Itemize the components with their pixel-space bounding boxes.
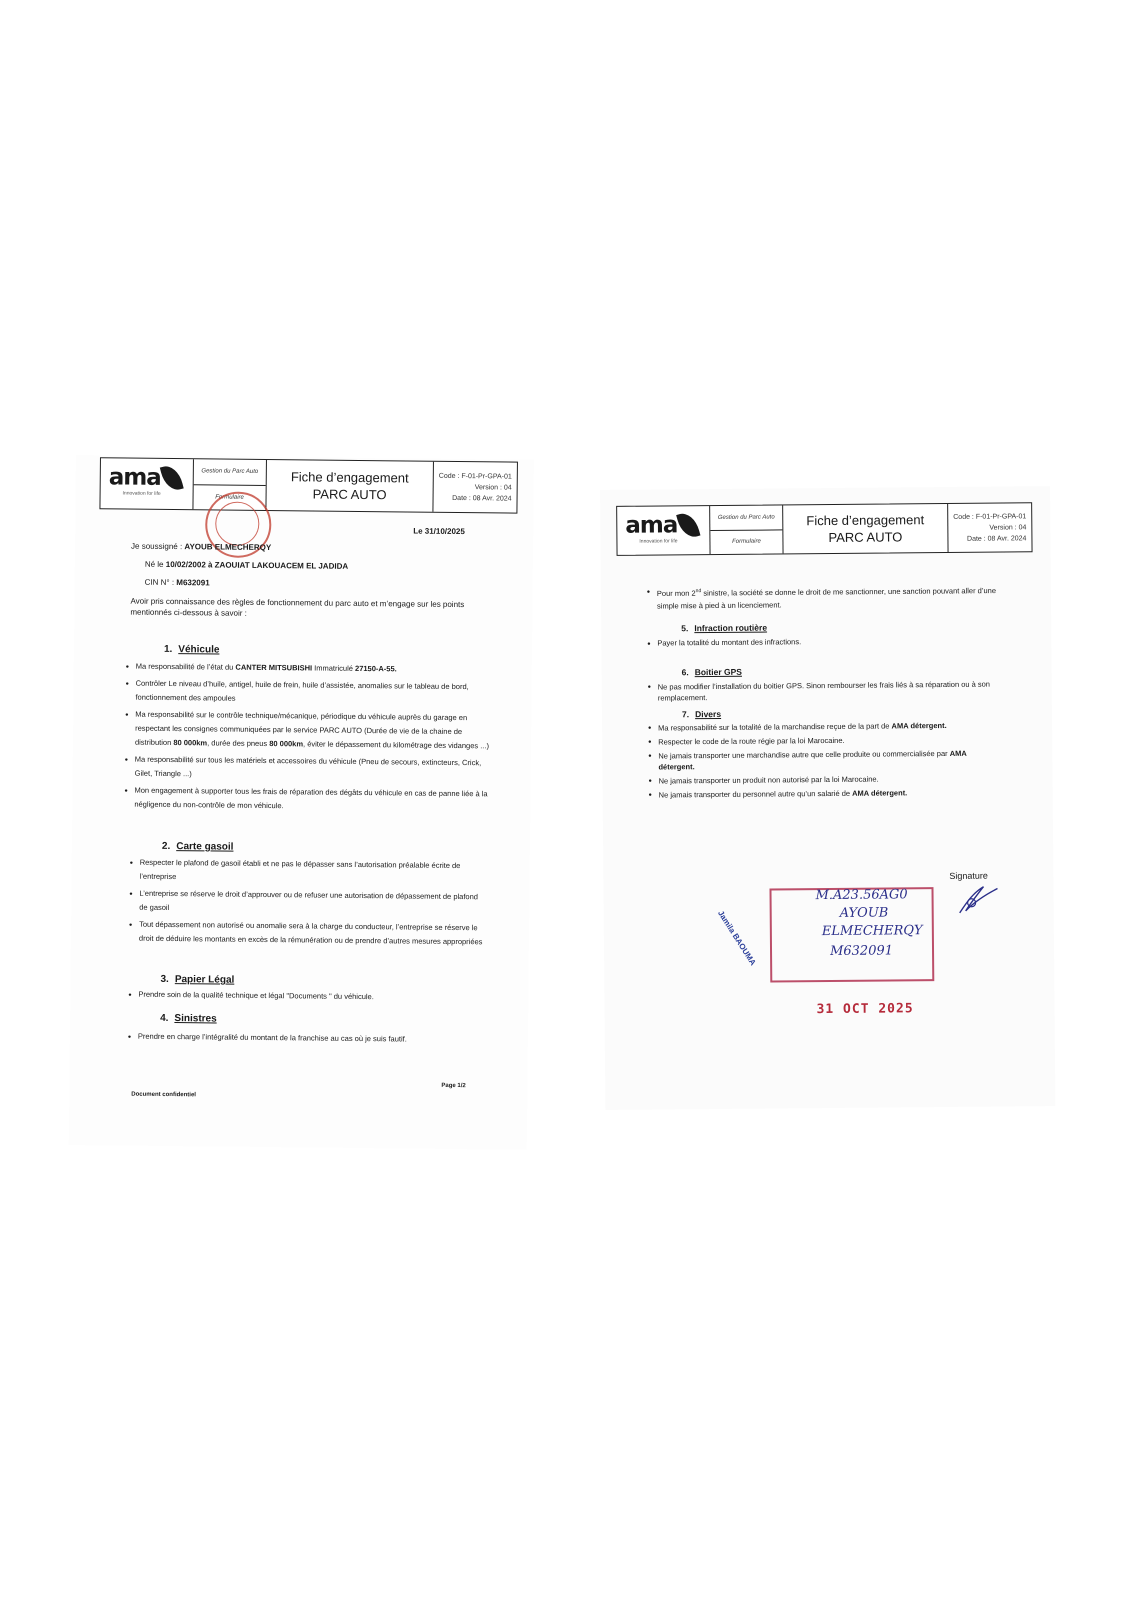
section-2-list xyxy=(127,856,488,953)
cin-label: CIN N° : xyxy=(144,577,177,588)
s7-b5-a: Ne jamais transporter du personnel autre qu’un salarié de xyxy=(658,788,853,800)
section-3-title: Papier Légal xyxy=(174,974,235,986)
vehicle-model: CANTER MITSUBISHI xyxy=(235,662,313,673)
list-item: • Mon engagement à supporter tous les frais de réparation des dégâts du véhicule en cas de panne liée à la négligence du non-contrôle de mon véhicule. xyxy=(122,784,492,816)
document-page-1 xyxy=(69,455,534,1150)
s1-b1-mid: Immatriculé xyxy=(312,663,356,673)
handwritten-firstname: AYOUB xyxy=(839,905,889,921)
leaf-icon xyxy=(676,510,700,540)
list-item xyxy=(124,660,494,678)
s1-b3-c: , éviter le dépassement du kilométrage des vidanges ...) xyxy=(303,739,490,751)
p-b1-sup: nd xyxy=(695,588,702,595)
signature-scribble xyxy=(955,883,1001,917)
list-item: • Ne jamais transporter un produit non autorisé par la loi Marocaine. xyxy=(646,773,1001,787)
section-6-title: Boitier GPS xyxy=(694,666,742,678)
section-7-heading xyxy=(682,709,721,719)
section-2-title: Carte gasoil xyxy=(176,841,234,853)
handwritten-cin: M632091 xyxy=(829,943,894,960)
s1-b3-a: Ma responsabilité sur le contrôle technique/mécanique, périodique du véhicule auprès du garage en respectant les consignes communiquées par le service PARC AUTO (Durée de vie de la chaine de distribution xyxy=(134,709,468,748)
section-2-heading xyxy=(162,841,234,853)
header-codes xyxy=(433,462,517,513)
section-6-number: 6. xyxy=(681,667,689,678)
birth-line xyxy=(145,558,348,574)
header-formulaire: Formulaire xyxy=(215,494,244,501)
document-header xyxy=(99,457,518,513)
leaf-icon xyxy=(160,463,184,493)
handwritten-lastname: ELMECHERQY xyxy=(821,923,923,940)
company-name: AMA détergent. xyxy=(658,748,967,772)
company-logo xyxy=(100,458,194,509)
logo-tagline: Innovation for life xyxy=(122,490,161,497)
date-line: Le 31/10/2025 xyxy=(413,526,465,537)
logo-text: ama xyxy=(108,464,161,491)
list-item: • Prendre soin de la qualité technique et légal "Documents " du véhicule. xyxy=(126,988,486,1006)
doc-version: Version : 04 xyxy=(989,523,1027,532)
cin-line xyxy=(145,576,210,591)
list-item xyxy=(647,787,1002,801)
footer-confidential: Document confidentiel xyxy=(131,1091,197,1099)
section-5-list xyxy=(645,634,1000,654)
doc-version: Version : 04 xyxy=(474,483,512,492)
list-item xyxy=(645,583,1000,613)
section-4-title: Sinistres xyxy=(174,1013,217,1025)
title-line-2: PARC AUTO xyxy=(828,529,903,546)
list-item: • Prendre en charge l’intégralité du montant de la franchise au cas où je suis fautif. xyxy=(126,1030,486,1048)
list-item: • L’entreprise se réserve le droit d’approuver ou de refuser une autorisation de dépassement de plafond de gasoil xyxy=(127,887,487,919)
tyre-km: 80 000km xyxy=(269,739,304,749)
cin-value: M632091 xyxy=(176,578,210,588)
title-line-1: Fiche d’engagement xyxy=(806,512,925,529)
p-b1-b: sinistre, la société se donne le droit de me sanctionner, une sanction pouvant aller d’une simple mise à pied à un licenciement. xyxy=(656,586,997,611)
doc-code: Code : F-01-Pr-GPA-01 xyxy=(953,512,1027,521)
birth-value: 10/02/2002 à ZAOUIAT LAKOUACEM EL JADIDA xyxy=(165,559,349,571)
title-line-2: PARC AUTO xyxy=(312,486,387,503)
header-title xyxy=(266,460,434,512)
section-5-title: Infraction routière xyxy=(694,622,768,634)
section-1-list xyxy=(122,660,494,819)
doc-date: Date : 08 Avr. 2024 xyxy=(452,494,512,503)
section-4-list xyxy=(126,1030,486,1051)
list-item: • Respecter le plafond de gasoil établi et ne pas le dépasser sans l’autorisation préalable écrite de l’entreprise xyxy=(128,856,488,888)
date-stamp: 31 OCT 2025 xyxy=(816,1001,914,1018)
header-formulaire: Formulaire xyxy=(732,538,761,546)
header-codes xyxy=(948,503,1031,552)
birth-label: Né le xyxy=(144,559,166,569)
list-item xyxy=(646,720,1001,734)
section-3-heading xyxy=(160,974,234,986)
header-gestion: Gestion du Parc Auto xyxy=(710,505,782,530)
list-item xyxy=(646,748,1001,773)
document-header xyxy=(616,502,1032,556)
intro-paragraph: Avoir pris connaissance des règles de fonctionnement du parc auto et m’engage sur les points mentionnés ci-dessous à savoir : xyxy=(130,596,465,618)
s7-b1-a: Ma responsabilité sur la totalité de la marchandise reçue de la part de xyxy=(658,721,892,733)
document-page-2 xyxy=(600,486,1055,1110)
stamp-side-text: Jamila BAOUMA xyxy=(716,908,758,968)
soussigne-line xyxy=(131,540,271,555)
list-item: • Contrôler Le niveau d’huile, antigel, huile de frein, huile d’assistée, anomalies sur le tableau de bord, fonctionnement des ampoules xyxy=(123,677,493,709)
vehicle-plate: 27150-A-55. xyxy=(354,663,397,674)
list-item: • Respecter le code de la route régie par la loi Marocaine. xyxy=(646,734,1001,748)
section-4-number: 4. xyxy=(160,1012,169,1024)
section-1-heading xyxy=(164,644,220,656)
s1-b3-b: , durée des pneus xyxy=(207,738,270,749)
logo-text: ama xyxy=(625,512,678,539)
section-7-list xyxy=(646,720,1002,804)
header-category xyxy=(710,505,783,554)
soussigne-name: AYOUB ELMECHERQY xyxy=(184,542,272,553)
doc-date: Date : 08 Avr. 2024 xyxy=(966,534,1027,543)
section-1-number: 1. xyxy=(163,643,173,656)
company-name: AMA détergent. xyxy=(852,788,908,798)
section-5-number: 5. xyxy=(681,623,689,634)
logo-tagline: Innovation for life xyxy=(639,538,678,545)
company-name: AMA détergent. xyxy=(891,720,947,731)
header-gestion: Gestion du Parc Auto xyxy=(194,459,266,485)
section-2-number: 2. xyxy=(161,840,171,853)
p-b1-a: Pour mon 2 xyxy=(656,588,696,599)
s7-b3-a: Ne jamais transporter une marchandise autre que celle produite ou commercialisée par xyxy=(658,748,950,761)
list-item: • Tout dépassement non autorisé ou anomalie sera à la charge du conducteur, l’entreprise se réserve le droit de déduire les montants en excès de la rémunération ou de prendre d’autres mesures appropriées xyxy=(127,918,487,950)
s1-b1-text: Ma responsabilité de l’état du xyxy=(135,661,236,672)
section-3-number: 3. xyxy=(160,973,169,986)
signature-label: Signature xyxy=(949,870,988,881)
section-1-title: Véhicule xyxy=(178,644,220,656)
section-6-list xyxy=(646,679,1001,707)
section-3-list xyxy=(126,988,486,1009)
list-item: • Ma responsabilité sur tous les matériels et accessoires du véhicule (Pneu de secours, extincteurs, Crick, Gilet, Triangle ...) xyxy=(123,753,493,785)
section-7-title: Divers xyxy=(695,708,722,720)
section-6-heading xyxy=(682,667,742,678)
sinistre-continued-list xyxy=(645,583,1000,616)
doc-code: Code : F-01-Pr-GPA-01 xyxy=(438,472,512,481)
soussigne-label: Je soussigné : xyxy=(131,541,185,552)
chain-km: 80 000km xyxy=(173,738,208,748)
section-4-heading xyxy=(160,1013,217,1025)
section-5-heading xyxy=(681,623,767,634)
list-item: • Ne pas modifier l’installation du boitier GPS. Sinon rembourser les frais liés à sa réparation ou à son remplacement. xyxy=(646,679,1001,704)
title-line-1: Fiche d’engagement xyxy=(290,469,409,486)
list-item: • Payer la totalité du montant des infractions. xyxy=(645,634,1000,651)
section-7-number: 7. xyxy=(681,709,690,720)
list-item xyxy=(123,708,493,754)
company-logo xyxy=(617,506,710,555)
page-number: Page 1/2 xyxy=(441,1082,466,1090)
handwritten-ref: M.A23.56AG0 xyxy=(815,887,908,904)
header-title xyxy=(783,504,948,553)
